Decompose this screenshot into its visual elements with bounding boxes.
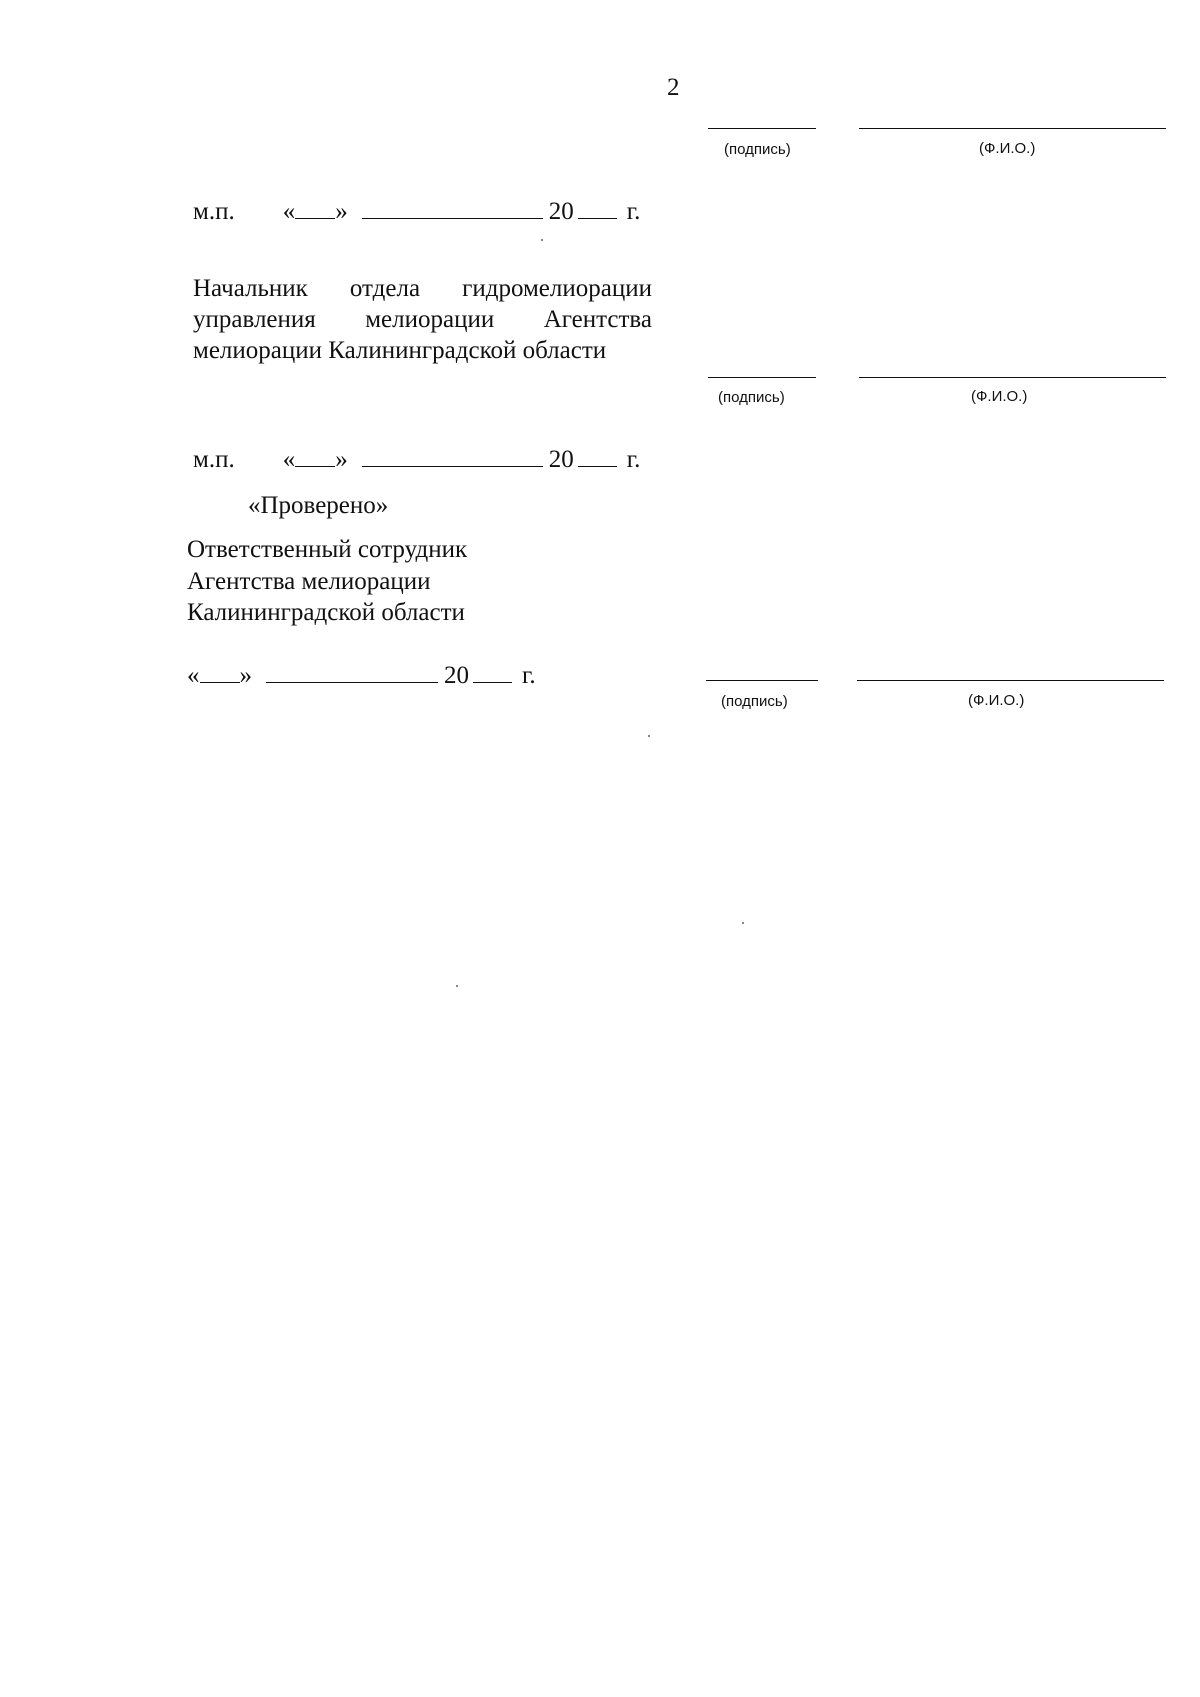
year-blank [578, 444, 617, 467]
year-prefix: 20 [548, 446, 574, 473]
year-suffix: г. [626, 446, 641, 473]
checked-label: «Проверено» [248, 492, 389, 519]
date-line [187, 660, 536, 692]
year-prefix: 20 [444, 662, 469, 689]
signature-caption: (подпись) [721, 693, 788, 710]
title-word: гидромелиорации [462, 275, 652, 302]
open-quote: « [187, 662, 200, 689]
responsible-line: Агентства мелиорации [187, 568, 431, 595]
stamp-label: м.п. [193, 446, 235, 473]
responsible-line: Калининградской области [187, 599, 465, 626]
head-title [193, 273, 652, 366]
scan-speck [648, 735, 650, 737]
page-number: 2 [667, 74, 680, 101]
scan-speck [742, 922, 744, 924]
signature-caption: (подпись) [718, 389, 785, 406]
year-suffix: г. [626, 198, 641, 225]
month-blank [362, 444, 543, 467]
responsible-line: Ответственный сотрудник [187, 536, 468, 563]
title-word: Начальник [193, 275, 308, 302]
day-blank [200, 660, 240, 683]
signature-line [708, 377, 816, 378]
name-line [859, 377, 1166, 378]
title-word: управления [193, 306, 316, 333]
name-line [859, 128, 1166, 129]
open-quote: « [282, 198, 296, 225]
date-line [193, 444, 640, 476]
open-quote: « [282, 446, 296, 473]
title-line: мелиорации Калининградской области [193, 337, 607, 364]
title-word: Агентства [543, 306, 652, 333]
title-word: мелиорации [365, 306, 495, 333]
name-line [857, 680, 1164, 681]
signature-caption: (подпись) [724, 141, 791, 158]
name-caption: (Ф.И.О.) [971, 388, 1028, 405]
signature-line [706, 680, 818, 681]
year-blank [473, 660, 512, 683]
date-line [193, 196, 640, 228]
year-suffix: г. [522, 662, 536, 689]
stamp-label: м.п. [193, 198, 235, 225]
close-quote: » [335, 446, 348, 473]
month-blank [266, 660, 438, 683]
title-word: отдела [349, 275, 421, 302]
day-blank [295, 196, 335, 219]
year-blank [578, 196, 617, 219]
day-blank [295, 444, 335, 467]
name-caption: (Ф.И.О.) [979, 140, 1036, 157]
scan-speck [456, 985, 458, 987]
signature-line [708, 128, 816, 129]
close-quote: » [335, 198, 348, 225]
close-quote: » [239, 662, 252, 689]
scan-speck [541, 239, 543, 241]
month-blank [362, 196, 543, 219]
name-caption: (Ф.И.О.) [968, 692, 1025, 709]
year-prefix: 20 [548, 198, 574, 225]
